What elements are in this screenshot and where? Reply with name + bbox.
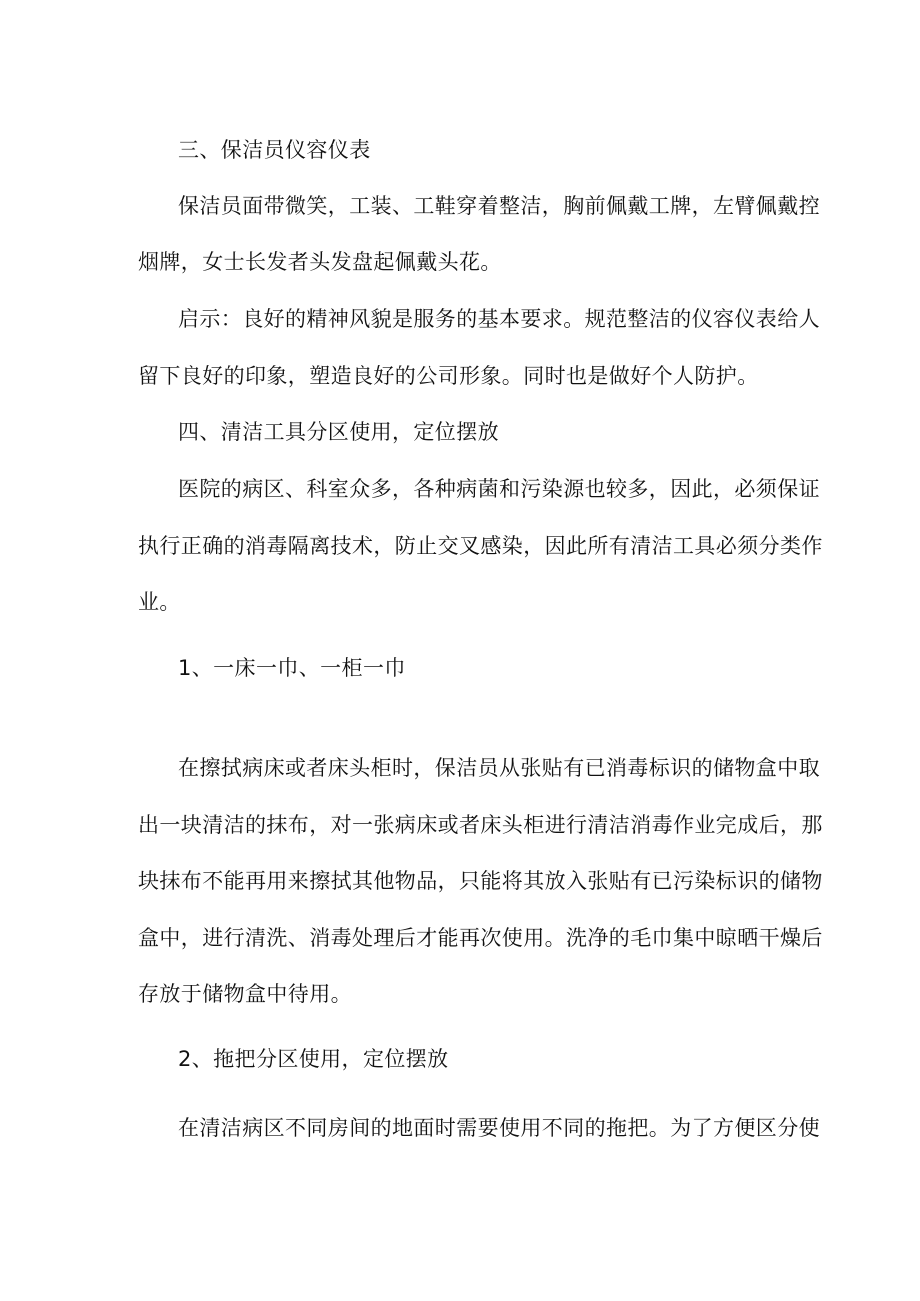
paragraph-line: 业。 [138, 590, 181, 614]
paragraph-line: 烟牌，女士长发者头发盘起佩戴头花。 [138, 250, 502, 274]
paragraph-line: 在擦拭病床或者床头柜时，保洁员从张贴有已消毒标识的储物盒中取 [178, 756, 820, 780]
subheading-1: 1、一床一巾、一柜一巾 [178, 656, 406, 680]
paragraph-line: 出一块清洁的抹布，对一张病床或者床头柜进行清洁消毒作业完成后，那 [138, 813, 823, 837]
paragraph-line: 存放于储物盒中待用。 [138, 982, 352, 1006]
section-heading-4: 四、清洁工具分区使用，定位摆放 [178, 420, 499, 444]
section-heading-3: 三、保洁员仪容仪表 [178, 138, 371, 162]
paragraph-line: 保洁员面带微笑，工装、工鞋穿着整洁，胸前佩戴工牌，左臂佩戴控 [178, 194, 820, 218]
paragraph-line: 医院的病区、科室众多，各种病菌和污染源也较多，因此，必须保证 [178, 477, 820, 501]
paragraph-line: 留下良好的印象，塑造良好的公司形象。同时也是做好个人防护。 [138, 364, 759, 388]
paragraph-line: 盒中，进行清洗、消毒处理后才能再次使用。洗净的毛巾集中晾晒干燥后 [138, 926, 823, 950]
paragraph-line: 执行正确的消毒隔离技术，防止交叉感染，因此所有清洁工具必须分类作 [138, 534, 823, 558]
subheading-2: 2、拖把分区使用，定位摆放 [178, 1047, 449, 1071]
paragraph-line: 在清洁病区不同房间的地面时需要使用不同的拖把。为了方便区分使 [178, 1116, 820, 1140]
paragraph-line: 启示：良好的精神风貌是服务的基本要求。规范整洁的仪容仪表给人 [178, 307, 820, 331]
paragraph-line: 块抹布不能再用来擦拭其他物品，只能将其放入张贴有已污染标识的储物 [138, 869, 823, 893]
